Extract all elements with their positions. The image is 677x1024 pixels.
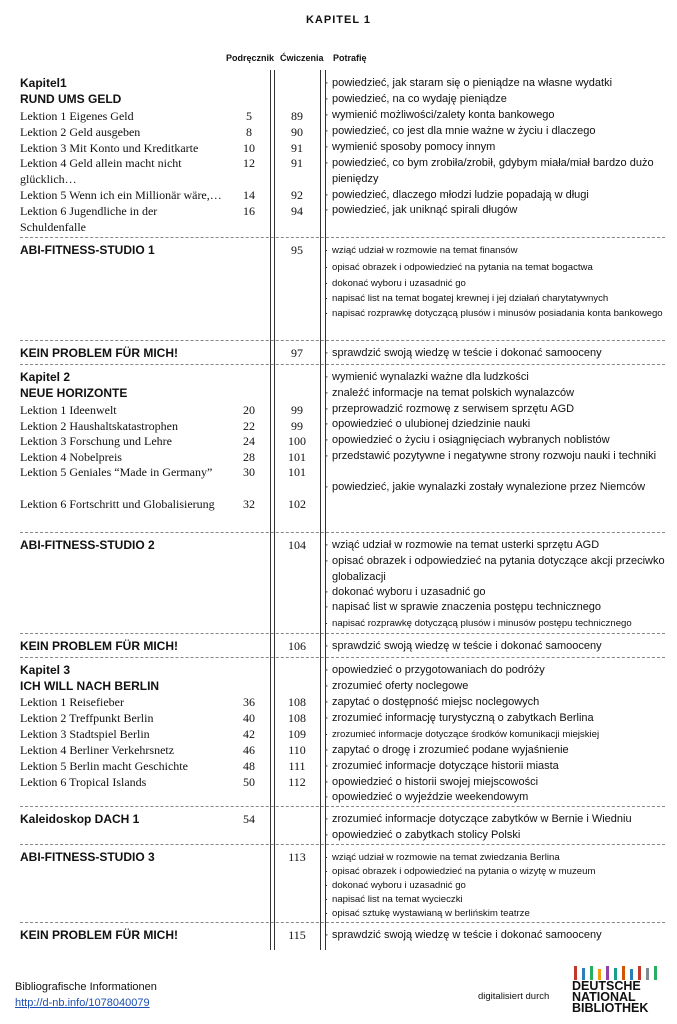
learning-goal: · opowiedzieć o ulubionej dziedzinie nauki bbox=[332, 417, 667, 433]
digitized-by-label: digitalisiert durch bbox=[478, 991, 550, 1002]
textbook-page-number: 22 bbox=[243, 419, 255, 433]
learning-goal: · zrozumieć informację turystyczną o zabytkach Berlina bbox=[332, 711, 667, 727]
section-title: KEIN PROBLEM FÜR MICH! bbox=[20, 928, 178, 942]
workbook-page-number: 91 bbox=[291, 156, 303, 170]
lesson-title: Lektion 2 Treffpunkt Berlin bbox=[20, 711, 154, 725]
lesson-title: Lektion 2 Geld ausgeben bbox=[20, 125, 141, 139]
row-separator bbox=[20, 364, 665, 365]
learning-goal: · opisać obrazek i odpowiedzieć na pytania dotyczące akcji przeciwko globalizacji bbox=[332, 554, 667, 585]
textbook-page-number: 30 bbox=[243, 465, 255, 479]
lesson-title: Lektion 6 Jugendliche in der Schuldenfalle bbox=[20, 204, 158, 234]
row-separator bbox=[20, 237, 665, 238]
learning-goal: · dokonać wyboru i uzasadnić go bbox=[332, 276, 667, 292]
learning-goal: · wziąć udział w rozmowie na temat finansów bbox=[332, 243, 667, 259]
chapter-title: NEUE HORIZONTE bbox=[20, 386, 128, 400]
textbook-page-number: 16 bbox=[243, 204, 255, 218]
learning-goal: · dokonać wyboru i uzasadnić go bbox=[332, 878, 667, 894]
row-separator bbox=[20, 922, 665, 923]
textbook-page-number: 48 bbox=[243, 759, 255, 773]
workbook-page-number: 106 bbox=[288, 639, 306, 653]
learning-goal: · przedstawić pozytywne i negatywne strony rozwoju nauki i techniki bbox=[332, 449, 667, 465]
workbook-page-number: 108 bbox=[288, 711, 306, 725]
chapter-label: Kapitel 2 bbox=[20, 370, 71, 384]
chapter-title: ICH WILL NACH BERLIN bbox=[20, 679, 160, 693]
learning-goal: · opowiedzieć o przygotowaniach do podróży bbox=[332, 663, 667, 679]
row-separator bbox=[20, 844, 665, 845]
learning-goal: · wymienić możliwości/zalety konta bankowego bbox=[332, 108, 667, 124]
learning-goal: · zapytać o drogę i zrozumieć podane wyjaśnienie bbox=[332, 743, 667, 759]
textbook-page-number: 10 bbox=[243, 141, 255, 155]
dnb-logo-line: BIBLIOTHEK bbox=[572, 1001, 649, 1015]
textbook-page-number: 8 bbox=[246, 125, 252, 139]
textbook-page-number: 28 bbox=[243, 450, 255, 464]
chapter-label: Kapitel1 bbox=[20, 76, 67, 90]
learning-goal: · opisać sztukę wystawianą w berlińskim teatrze bbox=[332, 906, 667, 922]
learning-goal: · opisać obrazek i odpowiedzieć na pytania na temat bogactwa bbox=[332, 260, 667, 276]
section-title: KEIN PROBLEM FÜR MICH! bbox=[20, 346, 178, 360]
textbook-page-number: 36 bbox=[243, 695, 255, 709]
workbook-page-number: 89 bbox=[291, 109, 303, 123]
workbook-page-number: 95 bbox=[291, 243, 303, 257]
learning-goal: · powiedzieć, na co wydaję pieniądze bbox=[332, 92, 667, 108]
column-header-podrecznik: Podręcznik bbox=[226, 53, 275, 63]
workbook-page-number: 97 bbox=[291, 346, 303, 360]
learning-goal: · opisać obrazek i odpowiedzieć na pytania o wizytę w muzeum bbox=[332, 864, 667, 880]
textbook-page-number: 32 bbox=[243, 497, 255, 511]
learning-goal: · zrozumieć oferty noclegowe bbox=[332, 679, 667, 695]
learning-goal: · napisać rozprawkę dotyczącą plusów i minusów posiadania konta bankowego bbox=[332, 306, 667, 322]
learning-goal: · zrozumieć informacje dotyczące historii miasta bbox=[332, 759, 667, 775]
learning-goal: · opowiedzieć o życiu i osiągnięciach wybranych noblistów bbox=[332, 433, 667, 449]
lesson-title: Lektion 1 Eigenes Geld bbox=[20, 109, 134, 123]
lesson-title: Lektion 3 Forschung und Lehre bbox=[20, 434, 172, 448]
learning-goal: · wziąć udział w rozmowie na temat zwiedzania Berlina bbox=[332, 850, 667, 866]
workbook-page-number: 99 bbox=[291, 403, 303, 417]
learning-goal: · powiedzieć, jakie wynalazki zostały wynalezione przez Niemców bbox=[332, 480, 667, 496]
learning-goal: · napisać list na temat wycieczki bbox=[332, 892, 667, 908]
learning-goal: · powiedzieć, co bym zrobiła/zrobił, gdybym miała/miał bardzo dużo pieniędzy bbox=[332, 156, 667, 187]
workbook-page-number: 101 bbox=[288, 465, 306, 479]
row-separator bbox=[20, 657, 665, 658]
textbook-page-number: 42 bbox=[243, 727, 255, 741]
learning-goal: · wymienić sposoby pomocy innym bbox=[332, 140, 667, 156]
bibliographic-info-link[interactable]: http://d-nb.info/1078040079 bbox=[15, 997, 150, 1009]
section-title: ABI-FITNESS-STUDIO 2 bbox=[20, 538, 155, 552]
learning-goal: · zapytać o dostępność miejsc noclegowych bbox=[332, 695, 667, 711]
textbook-page-number: 24 bbox=[243, 434, 255, 448]
learning-goal: · powiedzieć, co jest dla mnie ważne w życiu i dlaczego bbox=[332, 124, 667, 140]
learning-goal: · powiedzieć, jak staram się o pieniądze na własne wydatki bbox=[332, 76, 667, 92]
workbook-page-number: 104 bbox=[288, 538, 306, 552]
workbook-page-number: 115 bbox=[288, 928, 306, 942]
chapter-label: Kapitel 3 bbox=[20, 663, 71, 677]
learning-goal: · dokonać wyboru i uzasadnić go bbox=[332, 585, 667, 601]
textbook-page-number: 14 bbox=[243, 188, 255, 202]
chapter-title: RUND UMS GELD bbox=[20, 92, 122, 106]
learning-goal: · opowiedzieć o zabytkach stolicy Polski bbox=[332, 828, 667, 844]
learning-goal: · powiedzieć, dlaczego młodzi ludzie popadają w długi bbox=[332, 188, 667, 204]
section-title: ABI-FITNESS-STUDIO 3 bbox=[20, 850, 155, 864]
workbook-page-number: 90 bbox=[291, 125, 303, 139]
row-separator bbox=[20, 633, 665, 634]
workbook-page-number: 92 bbox=[291, 188, 303, 202]
textbook-page-number: 54 bbox=[243, 812, 255, 826]
learning-goal: · zrozumieć informacje dotyczące zabytków w Bernie i Wiedniu bbox=[332, 812, 667, 828]
lesson-title: Lektion 5 Wenn ich ein Millionär wäre,… bbox=[20, 188, 222, 202]
bibliographic-info-label: Bibliografische Informationen bbox=[15, 981, 157, 993]
column-header-cwiczenia: Ćwiczenia bbox=[280, 53, 324, 63]
learning-goal: · zrozumieć informacje dotyczące środków komunikacji miejskiej bbox=[332, 727, 667, 743]
learning-goal: · sprawdzić swoją wiedzę w teście i dokonać samooceny bbox=[332, 928, 667, 944]
lesson-title: Lektion 4 Nobelpreis bbox=[20, 450, 122, 464]
row-separator bbox=[20, 532, 665, 533]
workbook-page-number: 102 bbox=[288, 497, 306, 511]
learning-goal: · napisać list na temat bogatej krewnej i jej działań charytatywnych bbox=[332, 291, 667, 307]
learning-goal: · sprawdzić swoją wiedzę w teście i dokonać samooceny bbox=[332, 639, 667, 655]
lesson-title: Lektion 1 Ideenwelt bbox=[20, 403, 117, 417]
lesson-title: Lektion 5 Berlin macht Geschichte bbox=[20, 759, 188, 773]
section-title: KEIN PROBLEM FÜR MICH! bbox=[20, 639, 178, 653]
lesson-title: Lektion 2 Haushaltskatastrophen bbox=[20, 419, 178, 433]
learning-goal: · opowiedzieć o historii swojej miejscowości bbox=[332, 775, 667, 791]
learning-goal: · wymienić wynalazki ważne dla ludzkości bbox=[332, 370, 667, 386]
learning-goal: · sprawdzić swoją wiedzę w teście i dokonać samooceny bbox=[332, 346, 667, 362]
lesson-title: Lektion 3 Mit Konto und Kreditkarte bbox=[20, 141, 199, 155]
textbook-page-number: 20 bbox=[243, 403, 255, 417]
section-title: Kaleidoskop DACH 1 bbox=[20, 812, 140, 826]
textbook-page-number: 12 bbox=[243, 156, 255, 170]
workbook-page-number: 100 bbox=[288, 434, 306, 448]
workbook-page-number: 110 bbox=[288, 743, 306, 757]
textbook-page-number: 46 bbox=[243, 743, 255, 757]
textbook-page-number: 40 bbox=[243, 711, 255, 725]
workbook-page-number: 94 bbox=[291, 204, 303, 218]
workbook-page-number: 111 bbox=[288, 759, 306, 773]
dnb-logo-line: DEUTSCHE bbox=[572, 979, 641, 993]
workbook-page-number: 91 bbox=[291, 141, 303, 155]
lesson-title: Lektion 4 Berliner Verkehrsnetz bbox=[20, 743, 175, 757]
learning-goal: · przeprowadzić rozmowę z serwisem sprzętu AGD bbox=[332, 402, 667, 418]
textbook-page-number: 50 bbox=[243, 775, 255, 789]
lesson-title: Lektion 6 Tropical Islands bbox=[20, 775, 147, 789]
page-title: KAPITEL 1 bbox=[305, 14, 372, 26]
lesson-title: Lektion 1 Reisefieber bbox=[20, 695, 124, 709]
lesson-title: Lektion 5 Geniales “Made in Germany” bbox=[20, 465, 213, 479]
learning-goal: · znaleźć informacje na temat polskich wynalazców bbox=[332, 386, 667, 402]
learning-goal: · napisać list w sprawie znaczenia postępu technicznego bbox=[332, 600, 667, 616]
row-separator bbox=[20, 340, 665, 341]
lesson-title: Lektion 4 Geld allein macht nicht glücklich… bbox=[20, 156, 182, 186]
workbook-page-number: 112 bbox=[288, 775, 306, 789]
lesson-title: Lektion 6 Fortschritt und Globalisierung bbox=[20, 497, 215, 511]
row-separator bbox=[20, 806, 665, 807]
column-header-potrafie: Potrafię bbox=[333, 53, 367, 63]
learning-goal: · napisać rozprawkę dotyczącą plusów i minusów postępu technicznego bbox=[332, 616, 667, 632]
textbook-page-number: 5 bbox=[246, 109, 252, 123]
lesson-title: Lektion 3 Stadtspiel Berlin bbox=[20, 727, 150, 741]
workbook-page-number: 99 bbox=[291, 419, 303, 433]
workbook-page-number: 109 bbox=[288, 727, 306, 741]
learning-goal: · opowiedzieć o wyjeździe weekendowym bbox=[332, 790, 667, 806]
dnb-logo-line: NATIONAL bbox=[572, 990, 636, 1004]
learning-goal: · powiedzieć, jak uniknąć spirali długów bbox=[332, 203, 667, 219]
section-title: ABI-FITNESS-STUDIO 1 bbox=[20, 243, 155, 257]
workbook-page-number: 108 bbox=[288, 695, 306, 709]
learning-goal: · wziąć udział w rozmowie na temat usterki sprzętu AGD bbox=[332, 538, 667, 554]
workbook-page-number: 101 bbox=[288, 450, 306, 464]
workbook-page-number: 113 bbox=[288, 850, 306, 864]
